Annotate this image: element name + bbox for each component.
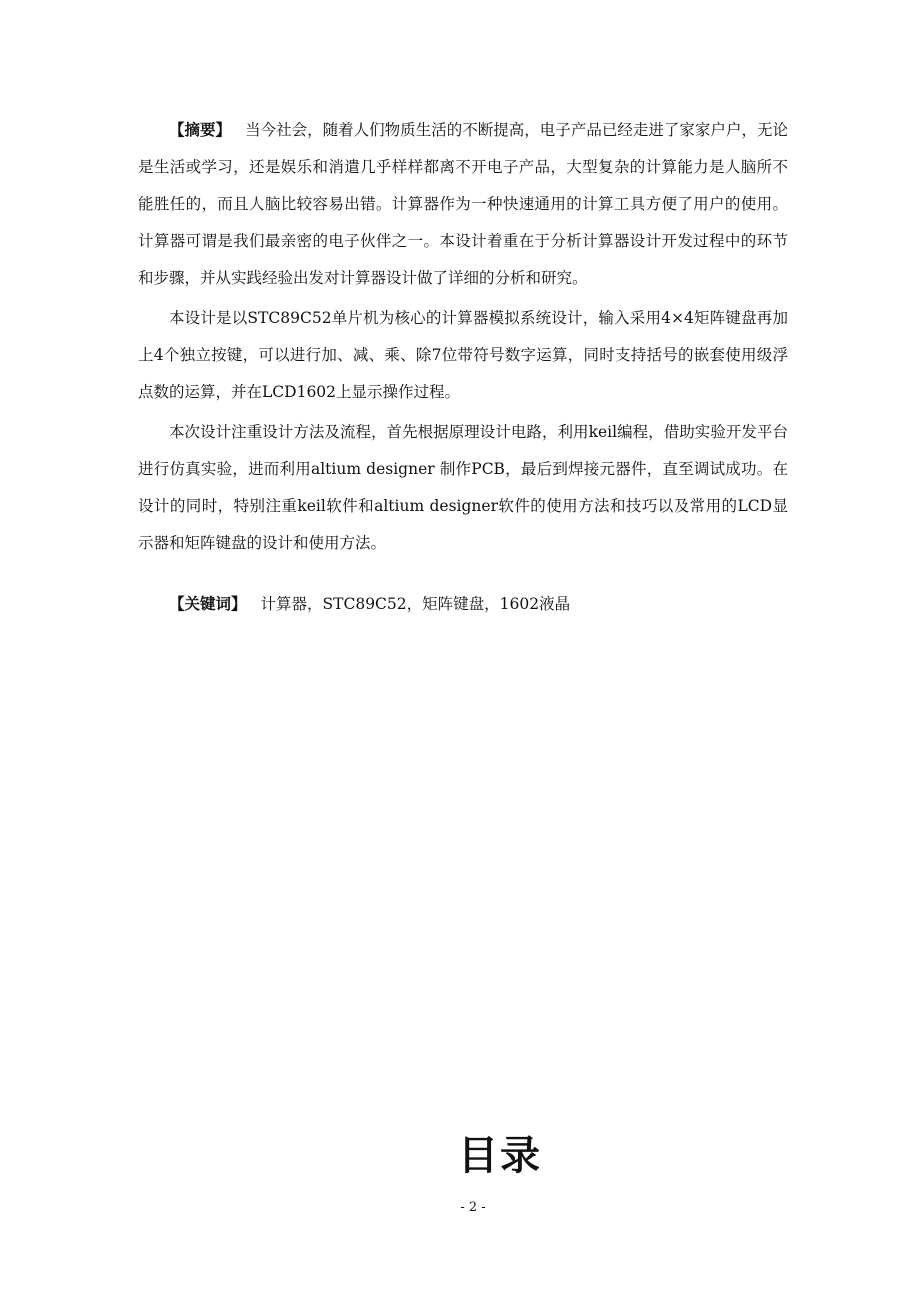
abstract-paragraph-1	[138, 112, 788, 297]
keywords-section	[138, 586, 788, 623]
page-number: - 2 -	[460, 1200, 486, 1215]
abstract-section	[138, 112, 788, 565]
abstract-text-1: 当今社会，随着人们物质生活的不断提高，电子产品已经走进了家家户户，无论是生活或学习，还是娱乐和消遣几乎样样都离不开电子产品，大型复杂的计算能力是人脑所不能胜任的，而且人脑比较容易出错。计算器作为一种快速通用的计算工具方便了用户的使用。计算器可谓是我们最亲密的电子伙伴之一。本设计着重在于分析计算器设计开发过程中的环节和步骤，并从实践经验出发对计算器设计做了详细的分析和研究。	[138, 121, 788, 287]
abstract-paragraph-3: 本次设计注重设计方法及流程，首先根据原理设计电路，利用keil编程，借助实验开发平台进行仿真实验，进而利用altium designer 制作PCB，最后到焊接元器件，直至调试成功。在设计的同时，特别注重keil软件和altium designer软件的使用方法和技巧以及常用的LCD显示器和矩阵键盘的设计和使用方法。	[138, 423, 788, 552]
abstract-label: 【摘要】	[169, 121, 232, 139]
keywords-label: 【关键词】	[169, 595, 247, 613]
toc-title: 目录	[458, 1133, 542, 1179]
abstract-paragraph-2: 本设计是以STC89C52单片机为核心的计算器模拟系统设计，输入采用4×4矩阵键盘再加上4个独立按键，可以进行加、减、乘、除7位带符号数字运算，同时支持括号的嵌套使用级浮点数的运算，并在LCD1602上显示操作过程。	[138, 309, 788, 401]
keywords-text: 计算器，STC89C52，矩阵键盘，1602液晶	[260, 595, 571, 613]
